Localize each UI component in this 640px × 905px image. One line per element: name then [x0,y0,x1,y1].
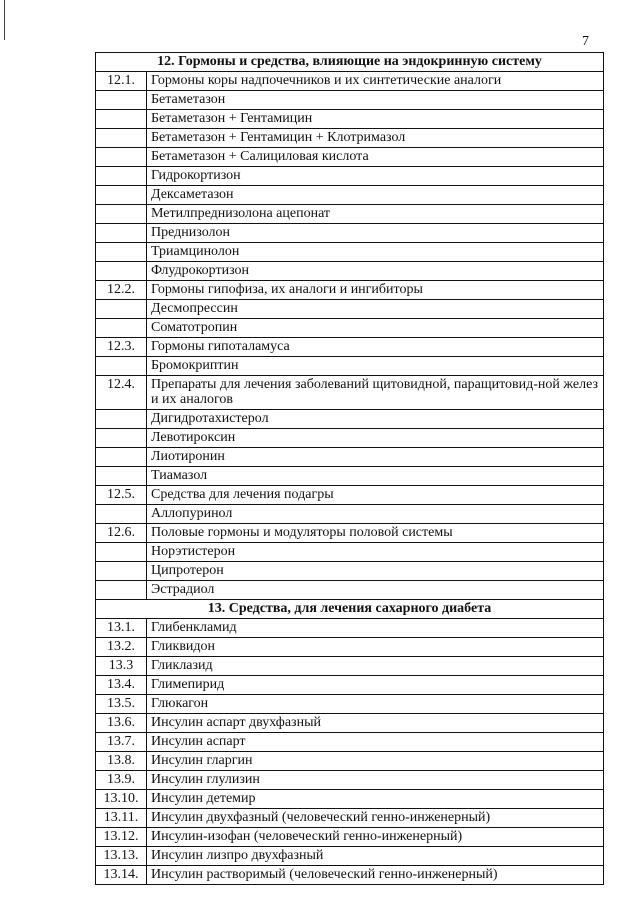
row-text: Левотироксин [147,429,604,448]
row-number [96,505,147,524]
section-13-title: 13. Средства, для лечения сахарного диабета [96,600,604,619]
table-row [96,167,604,186]
row-text: Бетаметазон [147,91,604,110]
row-text: Десмопрессин [147,300,604,319]
row-number: 12.3. [96,338,147,357]
row-number [96,562,147,581]
table-row [96,319,604,338]
row-number [96,429,147,448]
row-number: 13.14. [96,866,147,885]
row-number [96,262,147,281]
row-number: 13.4. [96,676,147,695]
table-row [96,243,604,262]
table-row [96,410,604,429]
row-number [96,319,147,338]
table-row [96,562,604,581]
table-row [96,828,604,847]
row-number: 13.10. [96,790,147,809]
row-number: 12.6. [96,524,147,543]
row-text: Инсулин глулизин [147,771,604,790]
row-number: 13.9. [96,771,147,790]
row-text: Средства для лечения подагры [147,486,604,505]
row-number [96,110,147,129]
table-row [96,129,604,148]
table-row [96,338,604,357]
row-text: Бетаметазон + Гентамицин [147,110,604,129]
row-number: 13.7. [96,733,147,752]
row-text: Аллопуринол [147,505,604,524]
table-row [96,486,604,505]
table-row [96,281,604,300]
row-number [96,300,147,319]
row-text: Инсулин гларгин [147,752,604,771]
row-number [96,357,147,376]
row-number [96,186,147,205]
table-row [96,300,604,319]
table-row [96,581,604,600]
table-row [96,866,604,885]
row-number: 12.5. [96,486,147,505]
row-text: Гормоны гипоталамуса [147,338,604,357]
row-text: Эстрадиол [147,581,604,600]
row-text: Половые гормоны и модуляторы половой системы [147,524,604,543]
row-number [96,148,147,167]
row-text: Инсулин детемир [147,790,604,809]
row-text: Флудрокортизон [147,262,604,281]
row-number [96,224,147,243]
row-text: Гормоны гипофиза, их аналоги и ингибиторы [147,281,604,300]
row-text: Гликвидон [147,638,604,657]
row-text: Инсулин лизпро двухфазный [147,847,604,866]
page-number: 7 [582,34,589,49]
drug-list-table [95,52,604,885]
row-text: Лиотиронин [147,448,604,467]
row-text: Преднизолон [147,224,604,243]
row-text: Бетаметазон + Гентамицин + Клотримазол [147,129,604,148]
row-number: 13.6. [96,714,147,733]
row-text: Дигидротахистерол [147,410,604,429]
table-row [96,205,604,224]
row-number: 13.1. [96,619,147,638]
table-row [96,224,604,243]
table-row [96,752,604,771]
row-number [96,243,147,262]
row-number: 13.8. [96,752,147,771]
table-row [96,186,604,205]
row-number [96,129,147,148]
row-number: 13.12. [96,828,147,847]
table-row [96,543,604,562]
row-text: Глибенкламид [147,619,604,638]
table-row [96,809,604,828]
table-row [96,72,604,91]
row-text: Гидрокортизон [147,167,604,186]
row-text: Тиамазол [147,467,604,486]
table-row [96,619,604,638]
row-text: Бетаметазон + Салициловая кислота [147,148,604,167]
row-number [96,410,147,429]
row-text: Инсулин растворимый (человеческий генно-инженерный) [147,866,604,885]
table-row [96,790,604,809]
table-row [96,847,604,866]
row-number: 13.2. [96,638,147,657]
row-text: Глюкагон [147,695,604,714]
row-text: Бромокриптин [147,357,604,376]
row-text: Инсулин аспарт [147,733,604,752]
table-row [96,467,604,486]
row-text: Инсулин-изофан (человеческий генно-инженерный) [147,828,604,847]
row-number: 13.11. [96,809,147,828]
table-row [96,695,604,714]
row-number: 12.1. [96,72,147,91]
table-row [96,91,604,110]
table-row [96,110,604,129]
row-number: 13.13. [96,847,147,866]
table-row [96,448,604,467]
row-number: 13.3 [96,657,147,676]
row-number: 13.5. [96,695,147,714]
table-row [96,148,604,167]
table-row [96,429,604,448]
table-row [96,524,604,543]
row-number [96,543,147,562]
table-row [96,676,604,695]
row-text: Гликлазид [147,657,604,676]
row-number: 12.4. [96,376,147,410]
row-number [96,581,147,600]
row-text: Гормоны коры надпочечников и их синтетические аналоги [147,72,604,91]
row-text: Метилпреднизолона ацепонат [147,205,604,224]
table-row [96,262,604,281]
table-row [96,357,604,376]
row-text: Глимепирид [147,676,604,695]
row-number [96,448,147,467]
table-row [96,376,604,410]
row-text: Инсулин двухфазный (человеческий генно-инженерный) [147,809,604,828]
row-text: Дексаметазон [147,186,604,205]
row-number [96,467,147,486]
row-text: Инсулин аспарт двухфазный [147,714,604,733]
section-12-title: 12. Гормоны и средства, влияющие на эндокринную систему [96,53,604,72]
row-text: Ципротерон [147,562,604,581]
table-row [96,714,604,733]
section-13-header-row [96,600,604,619]
table-row [96,733,604,752]
row-text: Препараты для лечения заболеваний щитовидной, паращитовид-ной желез и их аналогов [147,376,604,410]
row-text: Триамцинолон [147,243,604,262]
row-text: Соматотропин [147,319,604,338]
row-number: 12.2. [96,281,147,300]
table-row [96,657,604,676]
section-12-header-row [96,53,604,72]
row-number [96,91,147,110]
row-number [96,205,147,224]
scan-edge-mark [4,0,5,40]
row-text: Норэтистерон [147,543,604,562]
table-row [96,505,604,524]
table-row [96,638,604,657]
row-number [96,167,147,186]
table-row [96,771,604,790]
